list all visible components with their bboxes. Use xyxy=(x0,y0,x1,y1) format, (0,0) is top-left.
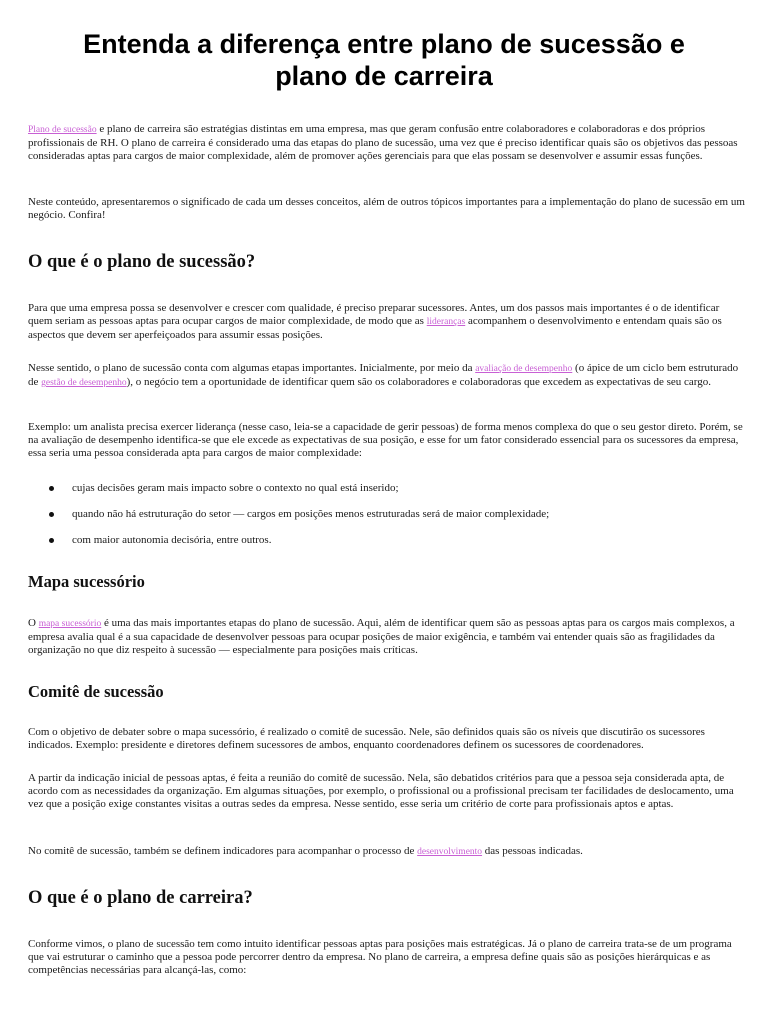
paragraph-text: Nesse sentido, o plano de sucessão conta com algumas etapas importantes. Inicialmente, por meio da xyxy=(28,362,476,374)
intro-text-1: e plano de carreira são estratégias distintas em uma empresa, mas que geram confusão entre colaboradores e colaboradoras e dos próprios profissionais de RH. O plano de carreira é considerado uma das etapas do plano de sucessão, uma vez que é preciso identificar quais são os objetivos das pessoas consideradas aptas para cargos de maior complexidade, além de promover ações gerenciais para que elas possam se desenvolver e assumir essas funções. xyxy=(28,123,738,162)
comite-paragraph-1 xyxy=(28,726,746,752)
paragraph-text: das pessoas indicadas. xyxy=(482,845,583,857)
link-plano-de-sucessao[interactable]: Plano de sucessão xyxy=(28,125,97,135)
link-liderancas[interactable]: lideranças xyxy=(426,317,466,327)
section-heading: O que é o plano de sucessão? xyxy=(28,252,256,272)
paragraph-text: Conforme vimos, o plano de sucessão tem como intuito identificar pessoas aptas para posições mais estratégicas. Já o plano de carreira trata-se de um programa que vai estruturar o caminho que a pessoa pode percorrer dentro da empresa. No plano de carreira, a empresa define quais são as posições hierárquicas e as competências necessárias para alcançá-las, como: xyxy=(28,938,732,976)
section-comite-sucessao xyxy=(28,682,746,702)
link-gestao-de-desempenho[interactable]: gestão de desempenho xyxy=(41,378,127,388)
paragraph-text: Para que uma empresa possa se desenvolver e crescer com qualidade, é preciso preparar sucessores. Antes, um dos passos mais importantes é o de identificar quem seriam as pessoas aptas para ocupar cargos de maior complexidade, de modo que as xyxy=(28,302,720,327)
title-line-1: Entenda a diferença entre plano de sucessão e xyxy=(83,29,685,59)
carreira-paragraph-1 xyxy=(28,938,746,977)
list-item xyxy=(28,508,746,521)
section-heading: O que é o plano de carreira? xyxy=(28,888,253,908)
list-item-text: com maior autonomia decisória, entre outros. xyxy=(72,534,272,546)
sucessao-paragraph-3 xyxy=(28,421,746,460)
paragraph-text: acompanhem o desenvolvimento e entendam quais são os aspectos que devem ser aperfeiçoados para assumir essas posições. xyxy=(28,315,722,341)
sucessao-paragraph-2 xyxy=(28,362,746,390)
mapa-paragraph-1 xyxy=(28,617,746,657)
list-item-text: cujas decisões geram mais impacto sobre o contexto no qual está inserido; xyxy=(72,482,399,494)
comite-paragraph-2 xyxy=(28,772,746,811)
paragraph-text: Exemplo: um analista precisa exercer liderança (nesse caso, leia-se a capacidade de gerir pessoas) de forma menos complexa do que o seu gestor direto. Porém, se na avaliação de desempenho identifica-se que ele excede as expectativas de sua posição, e esse for um fator considerado essencial para os sucessores da empresa, essa seria uma pessoa considerada apta para cargos de maior complexidade: xyxy=(28,421,743,459)
sucessao-paragraph-1 xyxy=(28,302,746,342)
link-avaliacao-de-desempenho[interactable]: avaliação de desempenho xyxy=(475,364,573,374)
paragraph-text: A partir da indicação inicial de pessoas aptas, é feita a reunião do comitê de sucessão. Nela, são debatidos critérios para que a pessoa seja considerada apta, de acordo com as necessidades da organização. Em algumas situações, por exemplo, o profissional ou a profissional precisam ter facilidades de deslocamento, uma vez que a posição exige constantes visitas a outras sedes da empresa. Nesse sentido, esse seria um critério de corte para profissionais aptos e aptas. xyxy=(28,772,734,810)
bullet-dot xyxy=(49,486,54,491)
bullet-list xyxy=(28,482,746,547)
section-heading: Mapa sucessório xyxy=(28,572,145,591)
intro-paragraph-2 xyxy=(28,196,746,222)
bullet-dot xyxy=(49,512,54,517)
list-item xyxy=(28,534,746,547)
link-desenvolvimento[interactable]: desenvolvimento xyxy=(417,847,483,857)
list-item xyxy=(28,482,746,495)
intro-paragraph-1 xyxy=(28,123,746,163)
paragraph-text: (o ápice de um ciclo bem estruturado de xyxy=(28,362,739,388)
paragraph-text: Com o objetivo de debater sobre o mapa sucessório, é realizado o comitê de sucessão. Nele, são definidos quais são os níveis que discutirão os sucessores indicados. Exemplo: presidente e diretores definem sucessores de ambos, enquanto coordenadores definem os sucessores de coordenadores. xyxy=(28,726,705,751)
title-line-2: plano de carreira xyxy=(275,61,493,91)
intro-text-2: Neste conteúdo, apresentaremos o significado de cada um desses conceitos, além de outros tópicos importantes para a implementação do plano de sucessão em um negócio. Confira! xyxy=(28,196,745,221)
comite-paragraph-3 xyxy=(28,845,746,859)
page-title xyxy=(28,0,740,92)
section-mapa-sucessorio xyxy=(28,572,746,592)
list-item-text: quando não há estruturação do setor — cargos em posições menos estruturadas será de maior complexidade; xyxy=(72,508,550,520)
section-plano-sucessao xyxy=(28,252,746,273)
paragraph-text: O xyxy=(28,617,39,629)
section-plano-carreira xyxy=(28,888,746,909)
paragraph-text: No comitê de sucessão, também se definem indicadores para acompanhar o processo de xyxy=(28,845,418,857)
paragraph-text: ), o negócio tem a oportunidade de identificar quem são os colaboradores e colaboradoras que excedem as expectativas de seu cargo. xyxy=(126,376,712,388)
bullet-dot xyxy=(49,538,54,543)
link-mapa-sucessorio[interactable]: mapa sucessório xyxy=(38,619,102,629)
paragraph-text: é uma das mais importantes etapas do plano de sucessão. Aqui, além de identificar quem são as pessoas aptas para os cargos mais complexos, a empresa avalia qual é a sua capacidade de desenvolver pessoas para ocupar posições de maior exigência, e também vai entender quais são as fragilidades da organização no que diz respeito à sucessão — especialmente para posições mais críticas. xyxy=(28,617,735,656)
section-heading: Comitê de sucessão xyxy=(28,682,164,701)
